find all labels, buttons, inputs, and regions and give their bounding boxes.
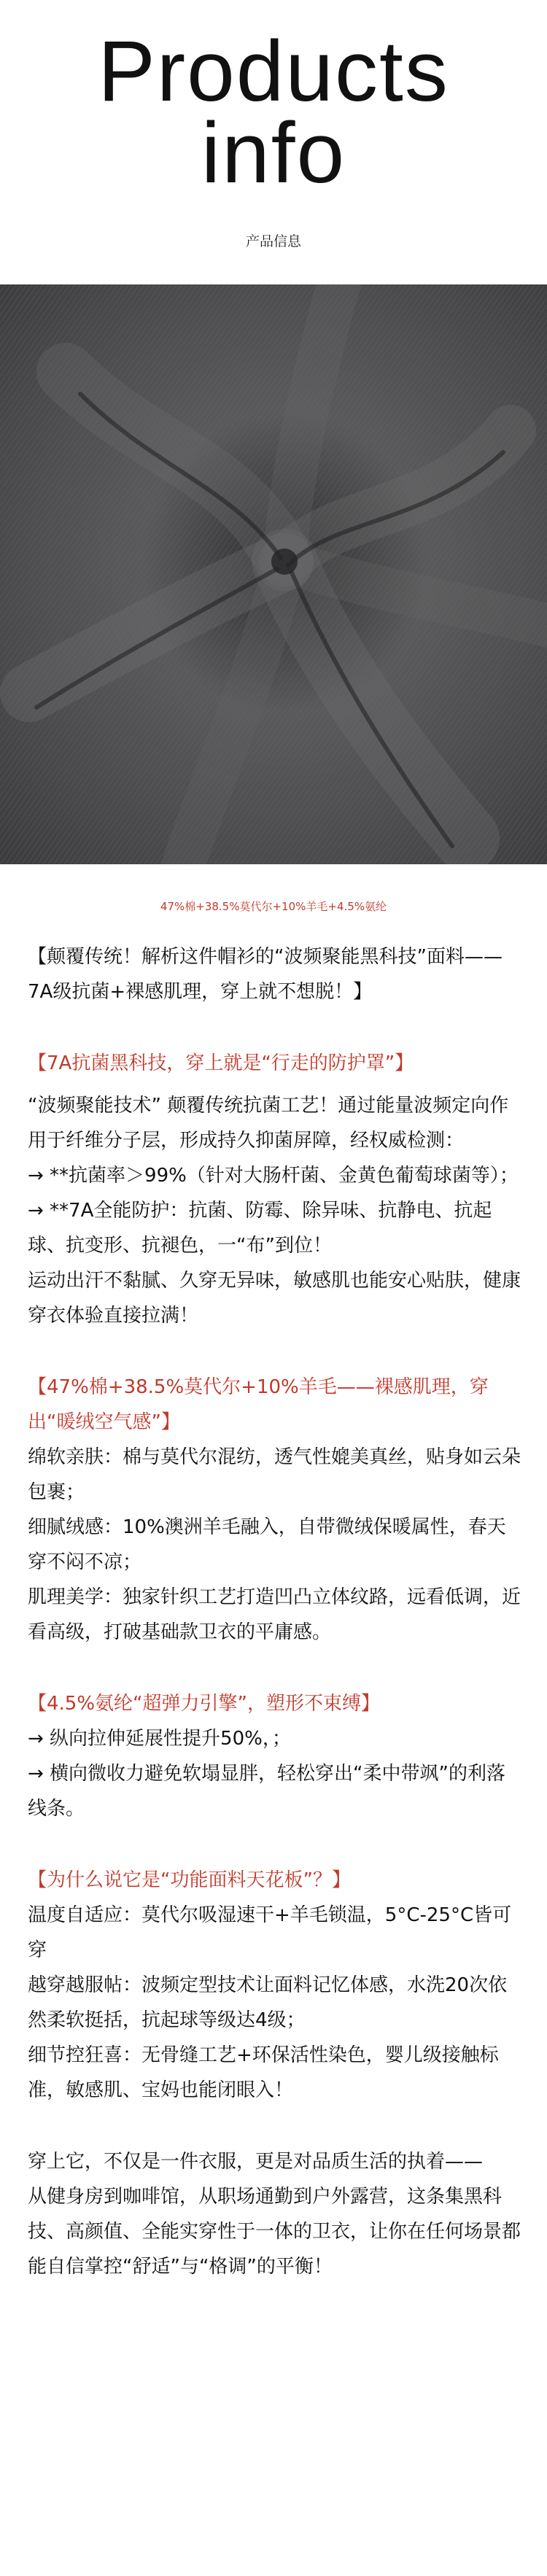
section-paragraph: → **抗菌率＞99%（针对大肠杆菌、金黄色葡萄球菌等）；	[28, 1165, 519, 1187]
section-antibacterial	[28, 1046, 524, 1333]
section-paragraph: → **7A全能防护：抗菌、防霉、除异味、抗静电、抗起球、抗变形、抗褪色，一“布”到位！	[28, 1200, 492, 1257]
page-title-line-1: Products	[98, 23, 449, 120]
section-closing	[28, 2144, 524, 2284]
section-paragraph: → 横向微收力避免软塌显胖，轻松穿出“柔中带飒”的利落线条。	[28, 1763, 505, 1820]
page-subtitle: 产品信息	[245, 233, 301, 249]
intro-paragraph: 【颠覆传统！解析这件帽衫的“波频聚能黑科技”面料——7A级抗菌+裸感肌理，穿上就不想脱！】	[28, 946, 503, 1003]
section-heading: 【47%棉+38.5%莫代尔+10%羊毛——裸感肌理，穿出“暖绒空气感”】	[28, 1376, 489, 1433]
section-paragraph: “波频聚能技术” 颠覆传统抗菌工艺！通过能量波频定向作用于纤维分子层，形成持久抑菌屏障，经权威检测：	[28, 1095, 509, 1152]
section-paragraph: 越穿越服帖：波频定型技术让面料记忆体感，水洗20次依然柔软挺括，抗起球等级达4级；	[28, 1974, 508, 2031]
section-heading: 【7A抗菌黑科技，穿上就是“行走的防护罩”】	[28, 1052, 414, 1074]
header	[0, 0, 547, 250]
section-paragraph: 细腻绒感：10%澳洲羊毛融入，自带微绒保暖属性，春天穿不闷不凉；	[28, 1516, 506, 1573]
section-paragraph: 温度自适应：莫代尔吸湿速干+羊毛锁温，5°C-25°C皆可穿	[28, 1904, 512, 1961]
section-heading: 【4.5%氨纶“超弹力引擎”，塑形不束缚】	[28, 1693, 380, 1715]
section-paragraph: → 纵向拉伸延展性提升50%，；	[28, 1728, 291, 1750]
fabric-composition-caption: 47%棉+38.5%莫代尔+10%羊毛+4.5%氨纶	[160, 900, 387, 913]
section-paragraph: 细节控狂喜：无骨缝工艺+环保活性染色，婴儿级接触标准，敏感肌、宝妈也能闭眼入！	[28, 2044, 499, 2101]
section-why-ceiling	[28, 1863, 524, 2108]
closing-paragraph: 穿上它，不仅是一件衣服，更是对品质生活的执着——	[28, 2151, 484, 2173]
page-title-line-2: info	[201, 105, 346, 201]
section-paragraph: 绵软亲肤：棉与莫代尔混纺，透气性媲美真丝，贴身如云朵包裹；	[28, 1446, 521, 1503]
description-body	[28, 939, 524, 2284]
closing-paragraph: 从健身房到咖啡馆，从职场通勤到户外露营，这条集黑科技、高颜值、全能实穿性于一体的卫衣，让你在任何场景都能自信掌控“舒适”与“格调”的平衡！	[28, 2186, 521, 2278]
section-fabric-blend	[28, 1370, 524, 1650]
section-elastic	[28, 1686, 524, 1826]
fabric-swirl-photo	[0, 284, 547, 864]
section-paragraph: 运动出汗不黏腻、久穿无异味，敏感肌也能安心贴肤，健康穿衣体验直接拉满！	[28, 1270, 521, 1327]
section-heading: 【为什么说它是“功能面料天花板”？】	[28, 1869, 351, 1891]
section-paragraph: 肌理美学：独家针织工艺打造凹凸立体纹路，远看低调，近看高级，打破基础款卫衣的平庸感。	[28, 1586, 521, 1643]
